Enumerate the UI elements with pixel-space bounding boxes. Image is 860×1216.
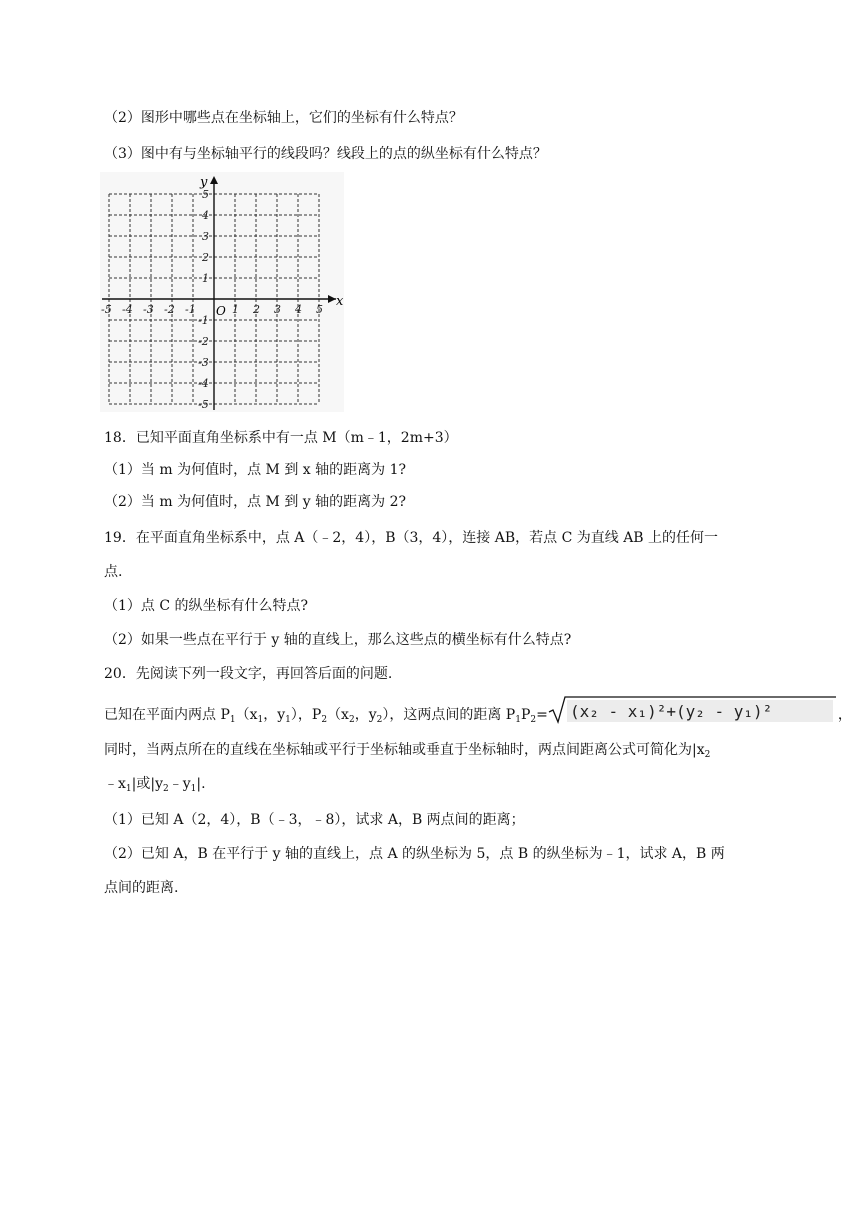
q19-part2: （2）如果一些点在平行于 y 轴的直线上，那么这些点的横坐标有什么特点? bbox=[104, 632, 572, 648]
coordinate-grid-figure bbox=[100, 172, 344, 412]
y-tick-label: -1 bbox=[198, 314, 209, 327]
y-tick-label: -5 bbox=[198, 398, 209, 411]
formula-text: (x₂ - x₁)²+(y₂ - y₁)² bbox=[569, 702, 773, 721]
q20-part2-line1: （2）已知 A，B 在平行于 y 轴的直线上，点 A 的纵坐标为 5，点 B 的纵坐标为﹣1，试求 A，B 两 bbox=[104, 846, 725, 862]
y-axis-label: y bbox=[200, 175, 208, 190]
q20-para2: 同时，当两点所在的直线在坐标轴或平行于坐标轴或垂直于坐标轴时，两点间距离公式可简化为$|x_2$ bbox=[104, 742, 711, 760]
x-tick-label: -3 bbox=[143, 303, 154, 316]
q20-part2-line2: 点间的距离. bbox=[104, 880, 179, 896]
distance-formula bbox=[548, 694, 838, 724]
q20-stem: 20．先阅读下列一段文字，再回答后面的问题. bbox=[104, 666, 393, 682]
x-tick-label: -1 bbox=[185, 303, 196, 316]
origin-label: O bbox=[216, 304, 226, 318]
y-tick-label: 2 bbox=[202, 251, 209, 264]
x-axis-label: x bbox=[336, 294, 344, 309]
q20-part1: （1）已知 A（2，4），B（﹣3，﹣8），试求 A，B 两点间的距离； bbox=[104, 812, 525, 828]
x-tick-label: -4 bbox=[122, 303, 133, 316]
x-tick-label: -5 bbox=[101, 303, 112, 316]
y-tick-label: 5 bbox=[202, 188, 209, 201]
y-tick-label: 4 bbox=[202, 209, 209, 222]
q20-para1: 已知在平面内两点 $P_1(x_1$，$y_1$），$P_2(x_2$，$y_2$），这两点间的距离 $P_1P_2=$ (x₂ - x₁)²+(y₂ - y₁)² ， bbox=[104, 700, 852, 730]
y-tick-label: -3 bbox=[198, 356, 209, 369]
q18-stem: 18．已知平面直角坐标系中有一点 M（m﹣1，2m+3） bbox=[104, 430, 458, 446]
x-tick-label: 3 bbox=[274, 303, 281, 316]
y-tick-label: 3 bbox=[202, 230, 209, 243]
y-tick-label: -4 bbox=[198, 377, 209, 390]
q20-para3: $﹣x_1|$或$|y_2﹣y_1|$. bbox=[104, 776, 206, 794]
x-tick-label: -2 bbox=[164, 303, 175, 316]
x-tick-label: 1 bbox=[232, 303, 239, 316]
x-tick-label: 5 bbox=[316, 303, 323, 316]
y-tick-label: 1 bbox=[202, 272, 209, 285]
q17-part3: （3）图中有与坐标轴平行的线段吗？线段上的点的纵坐标有什么特点？ bbox=[104, 146, 547, 162]
q19-part1: （1）点 C 的纵坐标有什么特点? bbox=[104, 598, 309, 614]
y-tick-label: -2 bbox=[198, 335, 209, 348]
q19-stem-line2: 点. bbox=[104, 564, 123, 580]
x-tick-label: 4 bbox=[295, 303, 302, 316]
q18-part2: （2）当 m 为何值时，点 M 到 y 轴的距离为 2? bbox=[104, 494, 406, 510]
x-tick-label: 2 bbox=[253, 303, 260, 316]
q18-part1: （1）当 m 为何值时，点 M 到 x 轴的距离为 1? bbox=[104, 462, 406, 478]
q17-part2: （2）图形中哪些点在坐标轴上，它们的坐标有什么特点？ bbox=[104, 110, 463, 126]
q19-stem-line1: 19．在平面直角坐标系中，点 A（﹣2，4），B（3，4），连接 AB，若点 C 为直线 AB 上的任何一 bbox=[104, 530, 719, 546]
